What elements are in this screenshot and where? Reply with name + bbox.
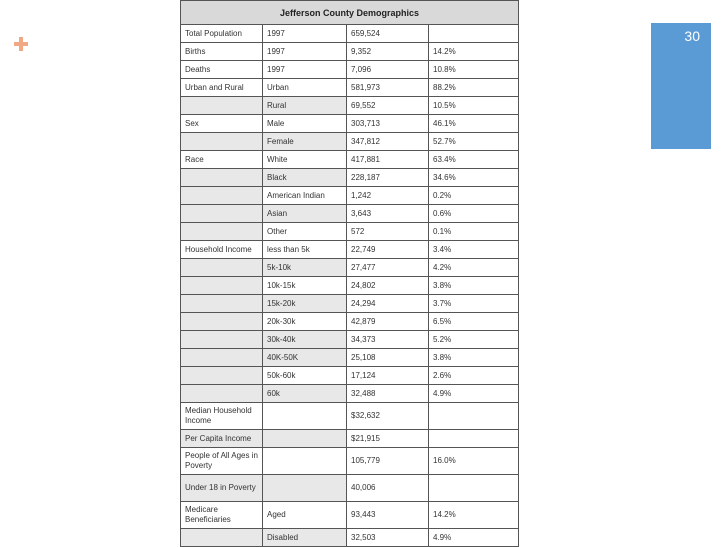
table-cell: [181, 277, 263, 295]
table-cell: 228,187: [347, 169, 429, 187]
table-cell: [181, 205, 263, 223]
table-cell: 46.1%: [429, 115, 519, 133]
table-cell: 347,812: [347, 133, 429, 151]
table-row: [181, 205, 519, 223]
table-cell: [429, 403, 519, 430]
table-cell: 17,124: [347, 367, 429, 385]
table-cell: [263, 403, 347, 430]
table-cell: Urban and Rural: [181, 79, 263, 97]
table-cell: $21,915: [347, 430, 429, 448]
table-cell: Female: [263, 133, 347, 151]
table-cell: [181, 529, 263, 547]
table-title: Jefferson County Demographics: [181, 1, 519, 25]
table-cell: [181, 97, 263, 115]
slide-number: 30: [684, 28, 700, 44]
table-cell: American Indian: [263, 187, 347, 205]
table-cell: 32,503: [347, 529, 429, 547]
table-cell: 1,242: [347, 187, 429, 205]
table-cell: less than 5k: [263, 241, 347, 259]
table-cell: [181, 259, 263, 277]
table-row: [181, 79, 519, 97]
table-row: [181, 43, 519, 61]
table-cell: Disabled: [263, 529, 347, 547]
table-cell: 24,802: [347, 277, 429, 295]
table-cell: 69,552: [347, 97, 429, 115]
table-cell: [181, 367, 263, 385]
table-cell: People of All Ages in Poverty: [181, 448, 263, 475]
table-row: [181, 367, 519, 385]
table-cell: 4.9%: [429, 385, 519, 403]
table-cell: [429, 430, 519, 448]
table-row: [181, 403, 519, 430]
table-cell: [181, 385, 263, 403]
table-row: [181, 475, 519, 502]
table-cell: [181, 133, 263, 151]
table-cell: 3.7%: [429, 295, 519, 313]
table-cell: Asian: [263, 205, 347, 223]
table-row: [181, 187, 519, 205]
table-cell: 10.5%: [429, 97, 519, 115]
table-cell: 22,749: [347, 241, 429, 259]
table-cell: Household Income: [181, 241, 263, 259]
table-cell: Median Household Income: [181, 403, 263, 430]
table-cell: [263, 430, 347, 448]
table-row: [181, 133, 519, 151]
table-cell: 2.6%: [429, 367, 519, 385]
slide-number-badge: [651, 23, 711, 149]
table-cell: [429, 25, 519, 43]
demographics-table: [180, 0, 519, 547]
table-cell: 42,879: [347, 313, 429, 331]
table-cell: [181, 295, 263, 313]
table-cell: 3,643: [347, 205, 429, 223]
table-cell: [181, 223, 263, 241]
table-row: [181, 241, 519, 259]
table-cell: Rural: [263, 97, 347, 115]
table-cell: 16.0%: [429, 448, 519, 475]
table-row: [181, 277, 519, 295]
table-cell: 4.9%: [429, 529, 519, 547]
table-cell: Total Population: [181, 25, 263, 43]
table-cell: Medicare Beneficiaries: [181, 502, 263, 529]
table-cell: $32,632: [347, 403, 429, 430]
table-cell: 50k-60k: [263, 367, 347, 385]
table-cell: 0.1%: [429, 223, 519, 241]
table-cell: Aged: [263, 502, 347, 529]
table-row: [181, 259, 519, 277]
table-row: [181, 25, 519, 43]
table-row: [181, 223, 519, 241]
table-row: [181, 349, 519, 367]
table-cell: 40K-50K: [263, 349, 347, 367]
table-cell: Sex: [181, 115, 263, 133]
table-cell: 4.2%: [429, 259, 519, 277]
table-cell: 27,477: [347, 259, 429, 277]
table-cell: 14.2%: [429, 502, 519, 529]
table-cell: 10k-15k: [263, 277, 347, 295]
table-cell: 1997: [263, 43, 347, 61]
table-cell: 34,373: [347, 331, 429, 349]
table-cell: Births: [181, 43, 263, 61]
table-cell: [263, 448, 347, 475]
table-cell: Other: [263, 223, 347, 241]
table-cell: 0.2%: [429, 187, 519, 205]
table-cell: Per Capita Income: [181, 430, 263, 448]
table-cell: 659,524: [347, 25, 429, 43]
table-cell: 34.6%: [429, 169, 519, 187]
table-cell: 572: [347, 223, 429, 241]
table-cell: 25,108: [347, 349, 429, 367]
table-cell: 1997: [263, 25, 347, 43]
table-cell: 93,443: [347, 502, 429, 529]
table-cell: 0.6%: [429, 205, 519, 223]
table-cell: 105,779: [347, 448, 429, 475]
table-cell: 10.8%: [429, 61, 519, 79]
table-cell: 3.8%: [429, 349, 519, 367]
table-cell: 15k-20k: [263, 295, 347, 313]
table-cell: 3.8%: [429, 277, 519, 295]
table-cell: Deaths: [181, 61, 263, 79]
table-cell: 7,096: [347, 61, 429, 79]
table-cell: 5.2%: [429, 331, 519, 349]
table-cell: 1997: [263, 61, 347, 79]
table-cell: [181, 187, 263, 205]
table-cell: [263, 475, 347, 502]
table-cell: 581,973: [347, 79, 429, 97]
table-row: [181, 313, 519, 331]
table-row: [181, 115, 519, 133]
table-cell: 24,294: [347, 295, 429, 313]
table-cell: Under 18 in Poverty: [181, 475, 263, 502]
table-row: [181, 448, 519, 475]
table-cell: 30k-40k: [263, 331, 347, 349]
table-header-row: [181, 1, 519, 25]
table-cell: White: [263, 151, 347, 169]
table-cell: 303,713: [347, 115, 429, 133]
table-cell: 63.4%: [429, 151, 519, 169]
table-cell: 9,352: [347, 43, 429, 61]
demographics-table-container: [180, 0, 518, 547]
table-row: [181, 61, 519, 79]
plus-icon: [14, 37, 28, 51]
table-row: [181, 529, 519, 547]
table-cell: [181, 349, 263, 367]
table-cell: 32,488: [347, 385, 429, 403]
table-cell: 417,881: [347, 151, 429, 169]
table-cell: 20k-30k: [263, 313, 347, 331]
table-cell: 88.2%: [429, 79, 519, 97]
table-cell: 60k: [263, 385, 347, 403]
table-cell: [181, 331, 263, 349]
table-cell: 40,006: [347, 475, 429, 502]
table-cell: [181, 169, 263, 187]
table-row: [181, 295, 519, 313]
table-cell: 52.7%: [429, 133, 519, 151]
table-row: [181, 151, 519, 169]
table-cell: Urban: [263, 79, 347, 97]
table-row: [181, 430, 519, 448]
table-cell: 3.4%: [429, 241, 519, 259]
table-cell: 5k-10k: [263, 259, 347, 277]
table-row: [181, 502, 519, 529]
table-row: [181, 385, 519, 403]
table-row: [181, 169, 519, 187]
table-cell: Black: [263, 169, 347, 187]
table-body: [181, 25, 519, 547]
table-cell: 14.2%: [429, 43, 519, 61]
table-cell: [181, 313, 263, 331]
table-cell: 6.5%: [429, 313, 519, 331]
table-row: [181, 331, 519, 349]
table-cell: Race: [181, 151, 263, 169]
table-cell: [429, 475, 519, 502]
table-row: [181, 97, 519, 115]
table-cell: Male: [263, 115, 347, 133]
